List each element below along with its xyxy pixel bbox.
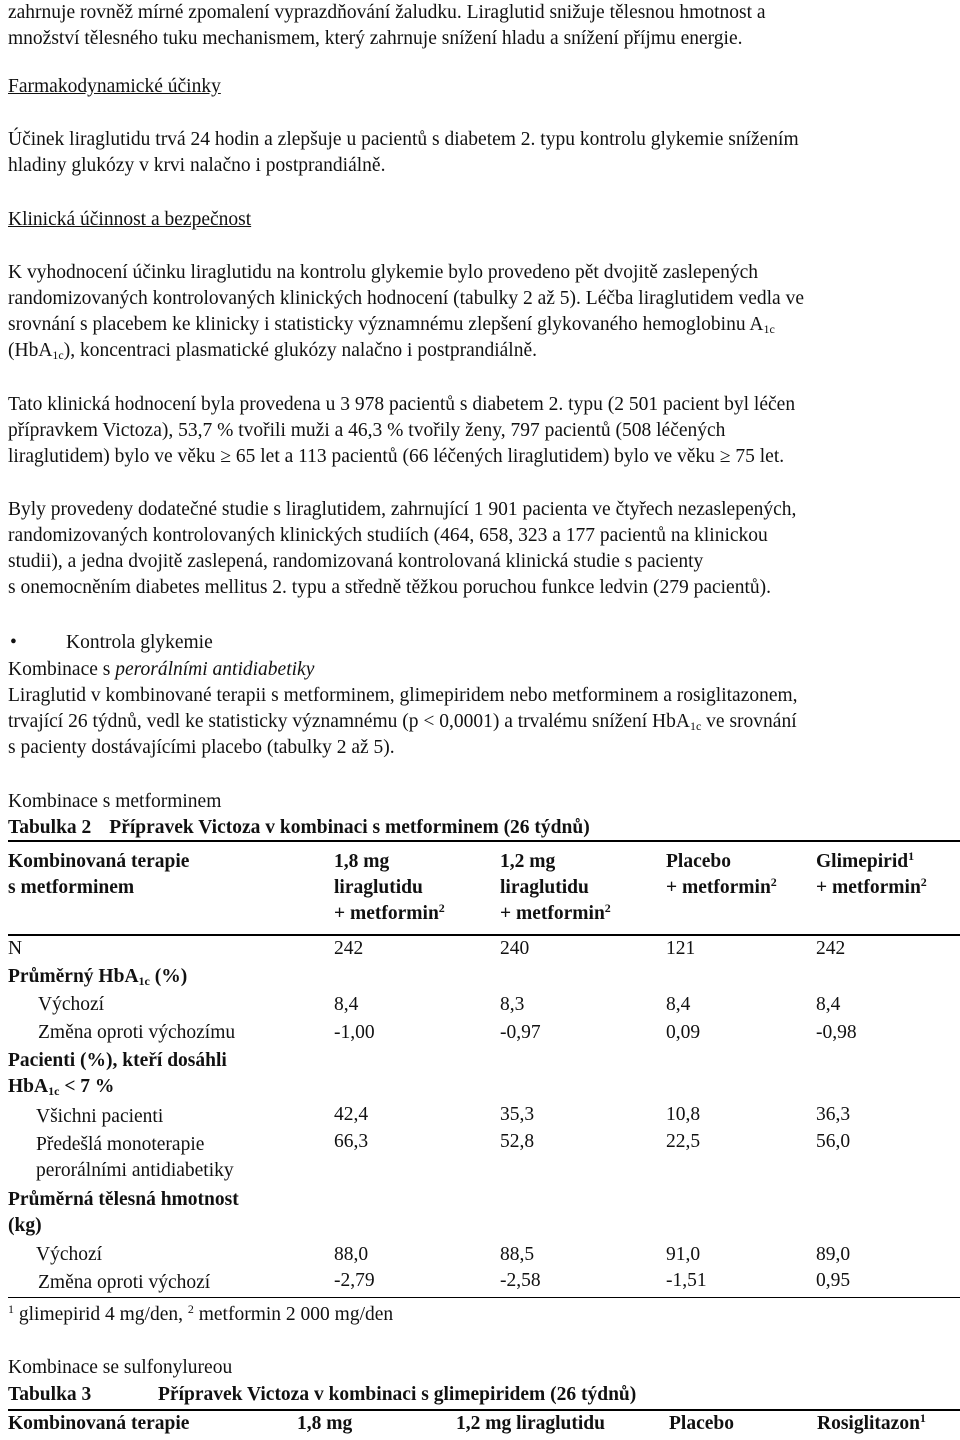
table2-cell: 8,4 bbox=[666, 994, 691, 1015]
text-line: trvající 26 týdnů, vedl ke statisticky významnému (p < 0,0001) a trvalému snížení HbA$_{1c}$ ve srovnání bbox=[8, 711, 797, 733]
ge-symbol: ≥ bbox=[719, 446, 731, 467]
table2-cell: 8,4 bbox=[816, 994, 841, 1015]
table2-cell: 91,0 bbox=[666, 1244, 701, 1265]
text-line: s pacienty dostávajícími placebo (tabulky 2 až 5). bbox=[8, 737, 395, 758]
bullet-icon: • bbox=[10, 632, 17, 653]
table2-cell: 35,3 bbox=[500, 1104, 535, 1125]
table2-cell: -1,51 bbox=[666, 1270, 707, 1291]
table3-header-col4: Rosiglitazon$^1$ bbox=[817, 1411, 926, 1434]
additional-studies-paragraph bbox=[8, 497, 952, 601]
text-line: srovnání s placebem ke klinicky i statisticky významnému zlepšení glykovaného hemoglobinu $A_{1c}$ bbox=[8, 314, 775, 336]
table2-cell: 242 bbox=[334, 938, 364, 959]
table2-cell: -2,79 bbox=[334, 1270, 375, 1291]
heading-pharmacodynamics: Farmakodynamické účinky bbox=[8, 76, 221, 97]
patients-paragraph bbox=[8, 392, 952, 470]
table2-cell: 22,5 bbox=[666, 1131, 701, 1152]
table2-cell: 8,3 bbox=[500, 994, 525, 1015]
table2-row-label: N bbox=[8, 938, 23, 959]
table2-section-label: Pacienti (%), kteří dosáhli HbA$_{1c}$ < 7 % bbox=[8, 1050, 227, 1098]
table2-row-label: Výchozí bbox=[36, 1244, 103, 1265]
bullet-heading: Kontrola glykemie bbox=[66, 632, 213, 653]
combination-heading: Kombinace s perorálními antidiabetiky bbox=[8, 659, 315, 680]
table3-caption-title: Přípravek Victoza v kombinaci s glimepiridem (26 týdnů) bbox=[158, 1384, 637, 1405]
text-line: s onemocněním diabetes mellitus 2. typu a středně těžkou poruchou funkce ledvin (279 pacientů). bbox=[8, 577, 771, 598]
text-line: Účinek liraglutidu trvá 24 hodin a zlepšuje u pacientů s diabetem 2. typu kontrolu glykemie snížením bbox=[8, 129, 799, 150]
table2-cell: 121 bbox=[666, 938, 696, 959]
table2-header-col4: Glimepirid$^1$ + metformin$^2$ bbox=[816, 849, 927, 898]
table2-header-col0: Kombinovaná terapie s metforminem bbox=[8, 851, 190, 898]
text-line: liraglutidem) bylo ve věku ≥ 65 let a 113 pacientů (66 léčených liraglutidem) bylo ve věku ≥ 75 let. bbox=[8, 446, 785, 467]
metformin-heading: Kombinace s metforminem bbox=[8, 791, 222, 812]
text-line: Liraglutid v kombinované terapii s metforminem, glimepiridem nebo metforminem a rosiglitazonem, bbox=[8, 685, 798, 706]
table2-cell: 66,3 bbox=[334, 1131, 369, 1152]
efficacy-paragraph bbox=[8, 260, 952, 364]
table2-cell: 242 bbox=[816, 938, 846, 959]
table2-row-label: Výchozí bbox=[38, 994, 105, 1015]
table2-cell: 8,4 bbox=[334, 994, 359, 1015]
text-line: K vyhodnocení účinku liraglutidu na kontrolu glykemie bylo provedeno pět dvojitě zaslepených bbox=[8, 262, 759, 283]
ge-symbol: ≥ bbox=[220, 446, 231, 467]
text-line: přípravkem Victoza), 53,7 % tvořili muži a 46,3 % tvořily ženy, 797 pacientů (508 léčených bbox=[8, 420, 726, 441]
table3-header-col3: Placebo bbox=[669, 1413, 734, 1434]
table2-header-col3: Placebo + metformin$^2$ bbox=[666, 851, 777, 898]
table2-row-label: Předešlá monoterapie perorálními antidiabetiky bbox=[36, 1134, 234, 1181]
table2-row-label: Všichni pacienti bbox=[36, 1106, 164, 1127]
table2-cell: 240 bbox=[500, 938, 530, 959]
table2-footnote: $^1$ glimepirid 4 mg/den, $^2$ metformin 2 000 mg/den bbox=[8, 1302, 394, 1325]
intro-paragraph bbox=[8, 0, 952, 52]
text-line: hladiny glukózy v krvi nalačno i postprandiálně. bbox=[8, 155, 386, 176]
table2-cell: -0,97 bbox=[500, 1022, 541, 1043]
combination-paragraph bbox=[8, 683, 952, 761]
table2-cell: 56,0 bbox=[816, 1131, 851, 1152]
sulfonylurea-heading: Kombinace se sulfonylureou bbox=[8, 1357, 233, 1378]
table2-bottom-rule bbox=[8, 1297, 960, 1298]
table2-cell: 88,5 bbox=[500, 1244, 535, 1265]
table3-caption: Tabulka 3 bbox=[8, 1384, 92, 1405]
table2-cell: 0,95 bbox=[816, 1270, 851, 1291]
table2-cell: -2,58 bbox=[500, 1270, 541, 1291]
table2-row-label: Změna oproti výchozímu bbox=[38, 1022, 236, 1043]
table2-section-label: Průměrná tělesná hmotnost (kg) bbox=[8, 1189, 239, 1236]
table2-cell: 36,3 bbox=[816, 1104, 851, 1125]
text-line: Tato klinická hodnocení byla provedena u 3 978 pacientů s diabetem 2. typu (2 501 pacient byl léčen bbox=[8, 394, 796, 415]
pharmacodynamics-paragraph bbox=[8, 127, 952, 179]
table2-cell: -0,98 bbox=[816, 1022, 857, 1043]
table2-row-label: Změna oproti výchozí bbox=[38, 1272, 211, 1293]
table2-cell: 89,0 bbox=[816, 1244, 851, 1265]
text-line: zahrnuje rovněž mírné zpomalení vyprazdňování žaludku. Liraglutid snižuje tělesnou hmotnost a bbox=[8, 2, 766, 23]
table2-cell: 52,8 bbox=[500, 1131, 535, 1152]
text-line: studii), a jedna dvojitě zaslepená, randomizovaná kontrolovaná klinická studie s pacienty bbox=[8, 551, 704, 572]
table2-header-col1: 1,8 mg liraglutidu + metformin$^2$ bbox=[334, 851, 445, 924]
text-line: množství tělesného tuku mechanismem, který zahrnuje snížení hladu a snížení příjmu energie. bbox=[8, 28, 743, 49]
table2-cell: 88,0 bbox=[334, 1244, 369, 1265]
table3-header-col0: Kombinovaná terapie bbox=[8, 1413, 190, 1434]
table2-cell: 10,8 bbox=[666, 1104, 701, 1125]
heading-clinical-efficacy: Klinická účinnost a bezpečnost bbox=[8, 209, 252, 230]
table2-cell: 0,09 bbox=[666, 1022, 701, 1043]
table2-cell: 42,4 bbox=[334, 1104, 369, 1125]
table2-section-label: Průměrný HbA$_{1c}$ (%) bbox=[8, 966, 188, 988]
text-line: randomizovaných kontrolovaných klinických studiích (464, 658, 323 a 177 pacientů na klinickou bbox=[8, 525, 768, 546]
table2-top-rule bbox=[8, 840, 960, 842]
text-line: Byly provedeny dodatečné studie s liraglutidem, zahrnující 1 901 pacienta ve čtyřech nezaslepených, bbox=[8, 499, 797, 520]
table2-cell: -1,00 bbox=[334, 1022, 375, 1043]
table2-caption: Tabulka 2 Přípravek Victoza v kombinaci s metforminem (26 týdnů) bbox=[8, 817, 590, 838]
table3-header-col2: 1,2 mg liraglutidu bbox=[456, 1413, 605, 1434]
text-line: randomizovaných kontrolovaných klinických hodnocení (tabulky 2 až 5). Léčba liraglutidem vedla ve bbox=[8, 288, 804, 309]
text-line: (HbA$_{1c}$), koncentraci plasmatické glukózy nalačno i postprandiálně. bbox=[8, 340, 537, 362]
table3-header-col1: 1,8 mg bbox=[297, 1413, 353, 1434]
table2-header-col2: 1,2 mg liraglutidu + metformin$^2$ bbox=[500, 851, 611, 924]
